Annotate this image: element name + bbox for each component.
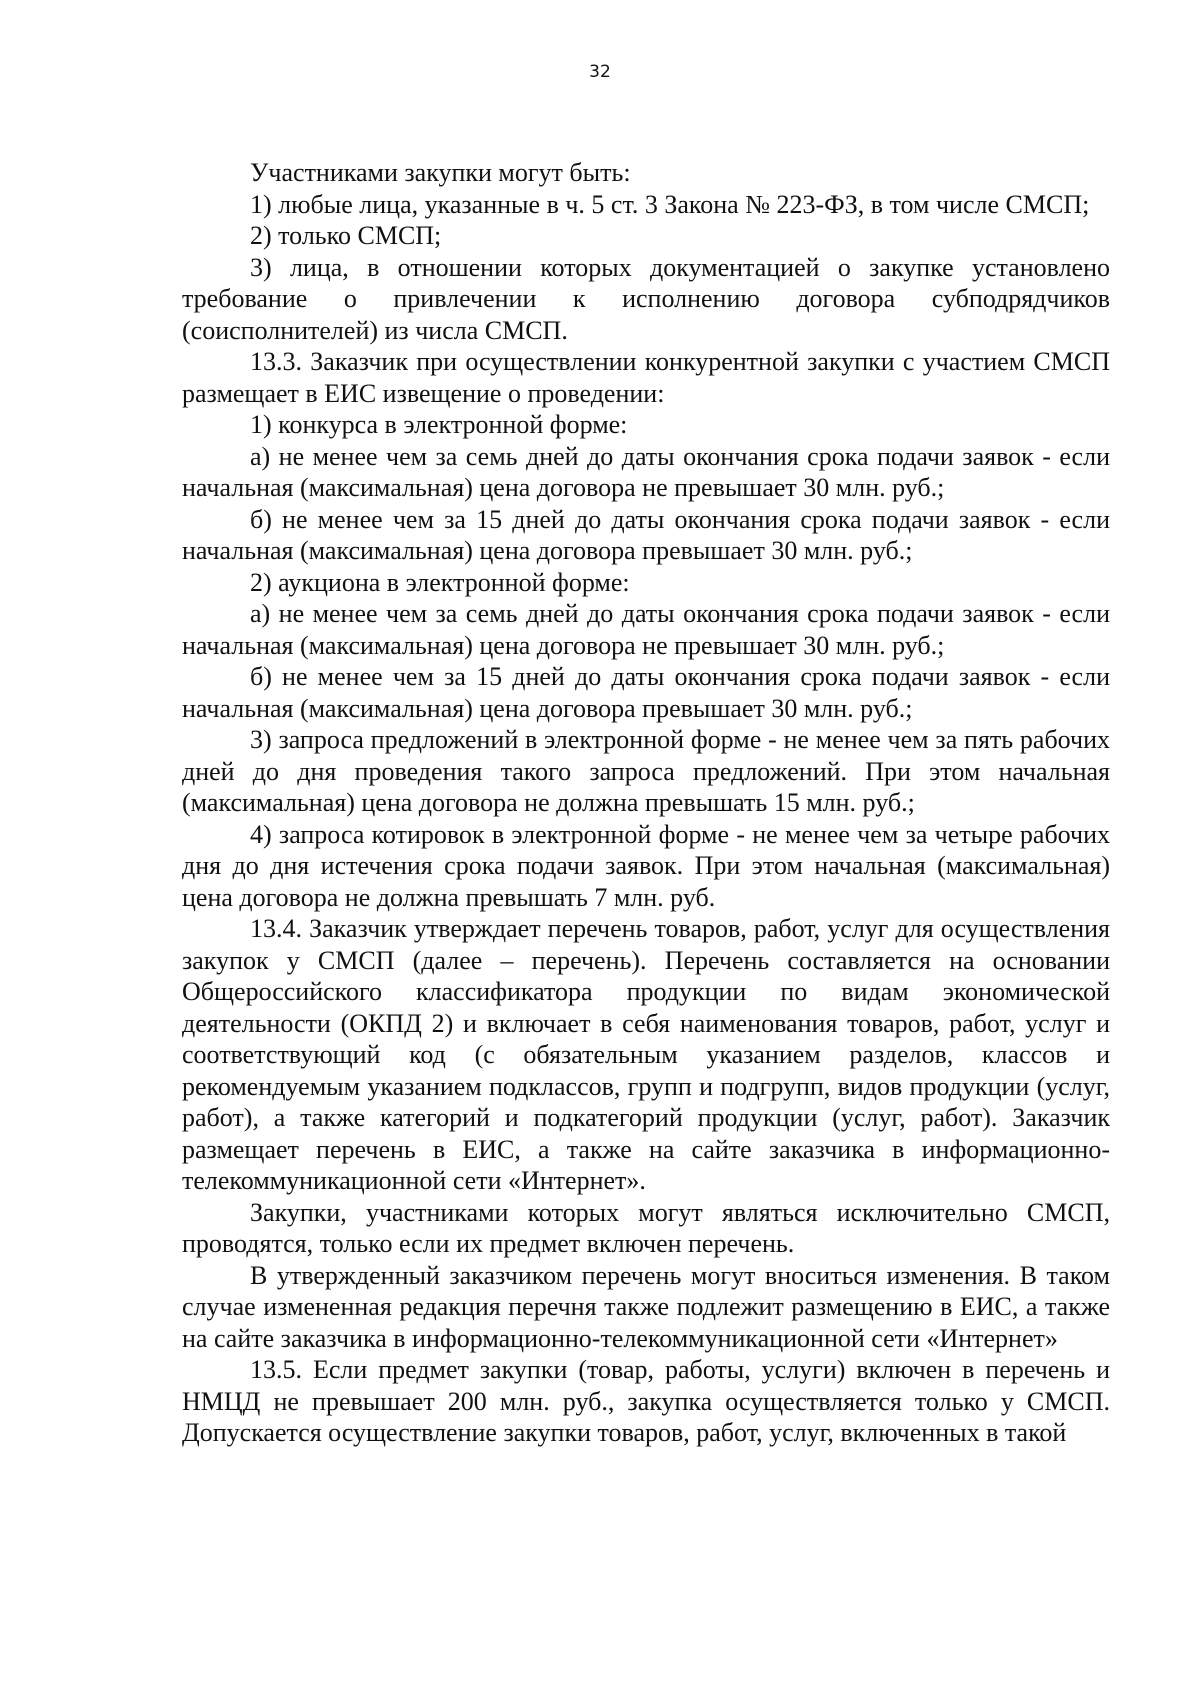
paragraph-list-item: 3) лица, в отношении которых документацией о закупке установлено требование о привлечении к исполнению договора субподрядчиков (соисполнителей) из числа СМСП. (182, 252, 1110, 345)
paragraph-list-item: 1) любые лица, указанные в ч. 5 ст. 3 Закона № 223-ФЗ, в том числе СМСП; (250, 189, 1090, 219)
paragraph-list-item: 2) аукциона в электронной форме: (250, 567, 630, 597)
paragraph-body: В утвержденный заказчиком перечень могут вноситься изменения. В таком случае измененная редакция перечня также подлежит размещению в ЕИС, а также на сайте заказчика в информационно-телекоммуникационной сети «Интернет» (182, 1260, 1110, 1353)
paragraph-sub-item: а) не менее чем за семь дней до даты окончания срока подачи заявок - если начальная (максимальная) цена договора не превышает 30 млн. руб.; (182, 599, 1110, 660)
page-number: 32 (589, 62, 611, 82)
paragraph-section-13-4: 13.4. Заказчик утверждает перечень товаров, работ, услуг для осуществления закупок у СМСП (далее – перечень). Перечень составляется на основании Общероссийского классификатора продукции по видам экономической деятельности (ОКПД 2) и включает в себя наименования товаров, работ, услуг и соответствующий код (с обязательным указанием разделов, классов и рекомендуемым указанием подклассов, групп и подгрупп, видов продукции (услуг, работ), а также категорий и подкатегорий продукции (услуг, работ). Заказчик размещает перечень в ЕИС, а также на сайте заказчика в информационно-телекоммуникационной сети «Интернет». (182, 914, 1110, 1195)
paragraph-sub-item: б) не менее чем за 15 дней до даты окончания срока подачи заявок - если начальная (максимальная) цена договора превышает 30 млн. руб.; (182, 504, 1110, 565)
paragraph-list-item: 4) запроса котировок в электронной форме - не менее чем за четыре рабочих дня до дня истечения срока подачи заявок. При этом начальная (максимальная) цена договора не должна превышать 7 млн. руб. (182, 819, 1110, 912)
paragraph-section-13-3: 13.3. Заказчик при осуществлении конкурентной закупки с участием СМСП размещает в ЕИС извещение о проведении: (182, 347, 1110, 408)
paragraph-body: Закупки, участниками которых могут являться исключительно СМСП, проводятся, только если их предмет включен перечень. (182, 1197, 1110, 1258)
paragraph-sub-item: а) не менее чем за семь дней до даты окончания срока подачи заявок - если начальная (максимальная) цена договора не превышает 30 млн. руб.; (182, 441, 1110, 502)
paragraph-list-item: 3) запроса предложений в электронной форме - не менее чем за пять рабочих дней до дня проведения такого запроса предложений. При этом начальная (максимальная) цена договора не должна превышать 15 млн. руб.; (182, 725, 1110, 817)
paragraph-list-item: 2) только СМСП; (250, 221, 442, 250)
paragraph-section-13-5: 13.5. Если предмет закупки (товар, работы, услуги) включен в перечень и НМЦД не превышает 200 млн. руб., закупка осуществляется только у СМСП. Допускается осуществление закупки товаров, работ, услуг, включенных в такой (182, 1355, 1110, 1447)
paragraph-sub-item: б) не менее чем за 15 дней до даты окончания срока подачи заявок - если начальная (максимальная) цена договора превышает 30 млн. руб.; (182, 662, 1110, 723)
paragraph-list-item: 1) конкурса в электронной форме: (250, 410, 628, 439)
document-body (182, 157, 1110, 1449)
paragraph-participants-intro: Участниками закупки могут быть: (250, 158, 631, 187)
